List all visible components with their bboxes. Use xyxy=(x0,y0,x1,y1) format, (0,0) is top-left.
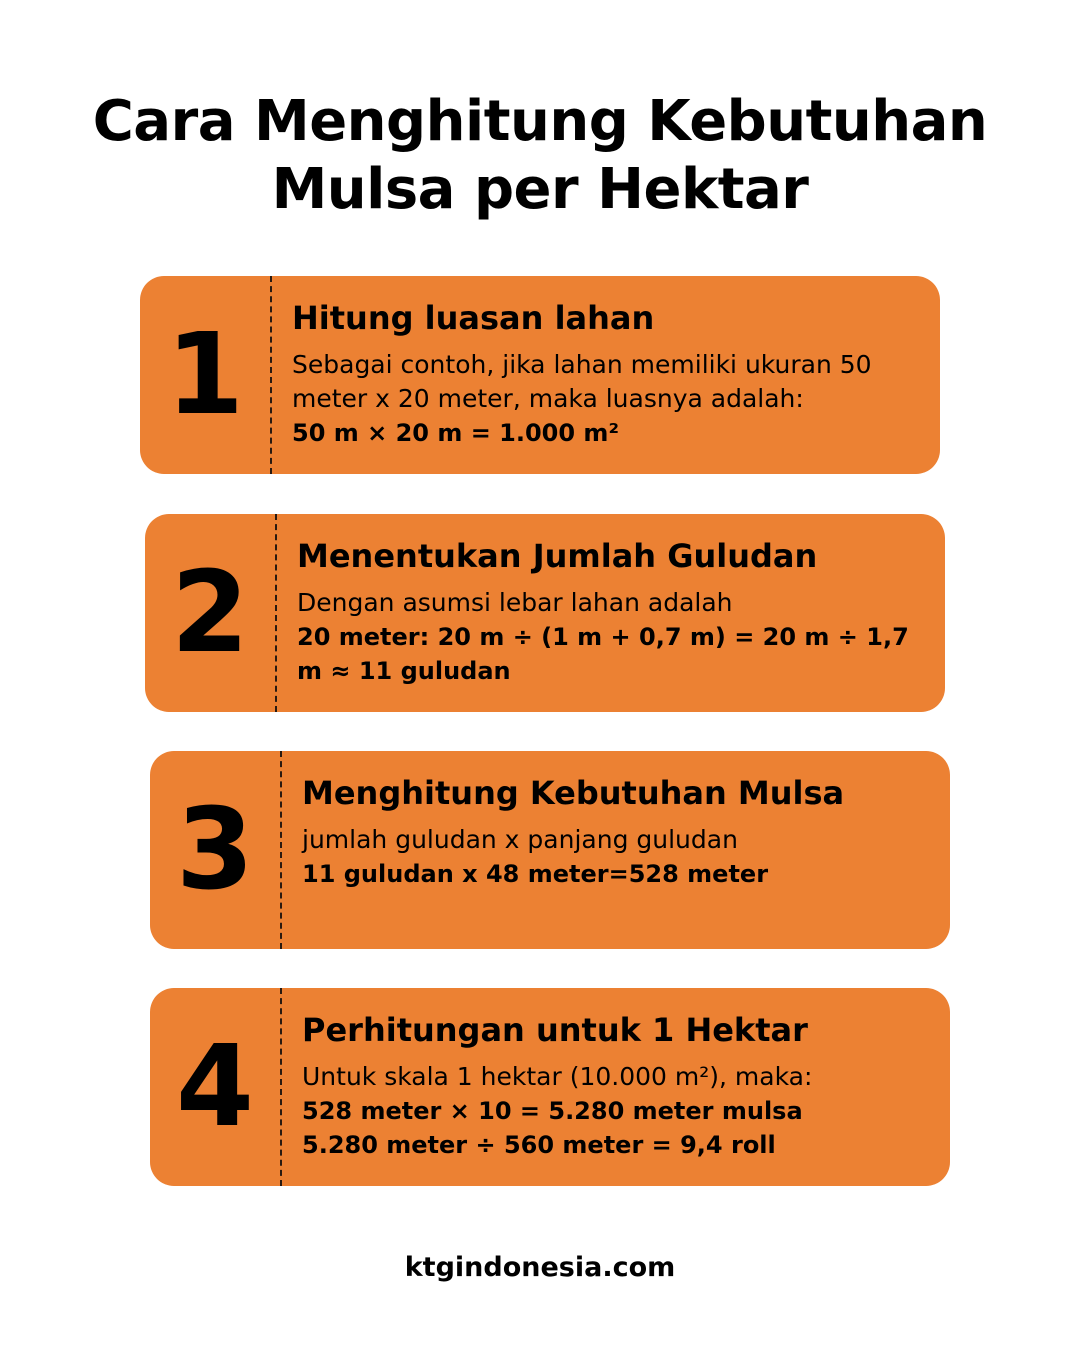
footer-url: ktgindonesia.com xyxy=(404,1252,676,1283)
step-number: 3 xyxy=(176,785,254,915)
step-body xyxy=(297,536,925,688)
step-description: Dengan asumsi lebar lahan adalah xyxy=(297,588,733,617)
step-heading: Menghitung Kebutuhan Mulsa xyxy=(302,774,845,812)
step-formula: 5.280 meter ÷ 560 meter = 9,4 roll xyxy=(302,1131,776,1159)
step-description: jumlah guludan x panjang guludan xyxy=(302,825,738,854)
step-number: 4 xyxy=(176,1022,254,1152)
step-body xyxy=(302,1010,930,1162)
step-card-1 xyxy=(140,276,940,474)
title-line-1: Cara Menghitung Kebutuhan xyxy=(92,89,988,154)
step-formula: 50 m × 20 m = 1.000 m² xyxy=(292,419,619,447)
step-card-2 xyxy=(145,514,945,712)
step-heading: Menentukan Jumlah Guludan xyxy=(297,537,818,575)
step-body xyxy=(292,298,920,450)
step-heading: Perhitungan untuk 1 Hektar xyxy=(302,1011,808,1049)
dashed-divider xyxy=(270,276,272,474)
step-formula: 528 meter × 10 = 5.280 meter mulsa xyxy=(302,1097,803,1125)
step-number: 2 xyxy=(171,548,249,678)
page-title xyxy=(60,88,1020,224)
dashed-divider xyxy=(280,751,282,949)
dashed-divider xyxy=(275,514,277,712)
dashed-divider xyxy=(280,988,282,1186)
step-number: 1 xyxy=(166,310,244,440)
step-description: Untuk skala 1 hektar (10.000 m²), maka: xyxy=(302,1062,813,1091)
step-body xyxy=(302,773,930,891)
step-formula: 11 guludan x 48 meter=528 meter xyxy=(302,860,769,888)
step-card-4 xyxy=(150,988,950,1186)
step-description: Sebagai contoh, jika lahan memiliki ukuran 50 meter x 20 meter, maka luasnya adalah: xyxy=(292,350,872,413)
step-heading: Hitung luasan lahan xyxy=(292,299,655,337)
step-card-3 xyxy=(150,751,950,949)
step-formula: 20 meter: 20 m ÷ (1 m + 0,7 m) = 20 m ÷ 1,7 m ≈ 11 guludan xyxy=(297,623,909,685)
title-line-2: Mulsa per Hektar xyxy=(271,157,809,222)
